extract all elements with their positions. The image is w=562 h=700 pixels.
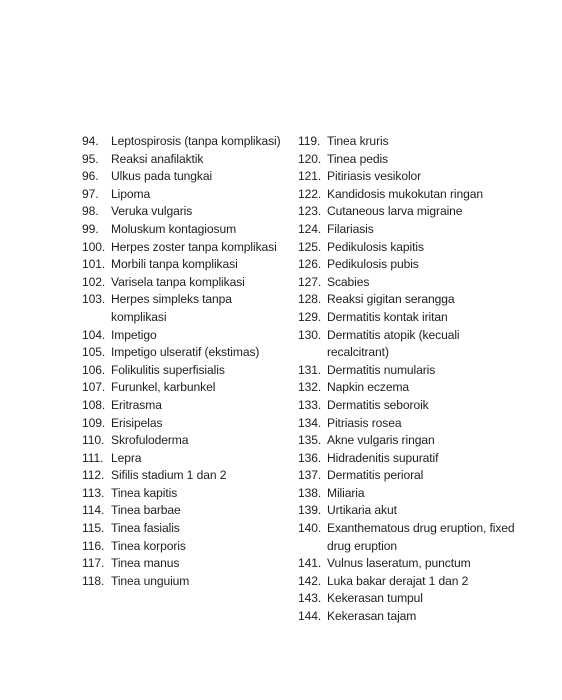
- list-item: [298, 221, 520, 239]
- item-text: Urtikaria akut: [327, 503, 397, 518]
- item-text: Exanthematous drug eruption, fixed drug eruption: [327, 521, 515, 553]
- item-text: Lepra: [111, 450, 142, 465]
- list-item: [298, 256, 520, 274]
- list-item: [82, 362, 287, 380]
- list-item: [82, 344, 287, 362]
- list-item: [82, 520, 287, 538]
- item-number: 126.: [298, 257, 322, 272]
- item-text: Tinea fasialis: [111, 521, 180, 536]
- item-number: 110.: [82, 433, 105, 448]
- item-text: Herpes simpleks tanpa komplikasi: [111, 292, 232, 324]
- item-number: 123.: [298, 204, 322, 219]
- list-item: [82, 203, 287, 221]
- item-text: Morbili tanpa komplikasi: [111, 257, 238, 272]
- item-number: 141.: [298, 556, 322, 571]
- list-item: [82, 291, 287, 326]
- item-text: Miliaria: [327, 485, 365, 500]
- item-text: Reaksi gigitan serangga: [327, 292, 455, 307]
- item-number: 106.: [82, 362, 106, 377]
- list-item: [298, 327, 520, 362]
- list-item: [298, 467, 520, 485]
- list-item: [82, 485, 287, 503]
- item-number: 100.: [82, 239, 106, 254]
- item-text: Cutaneous larva migraine: [327, 204, 463, 219]
- item-number: 133.: [298, 397, 322, 412]
- item-number: 113.: [82, 485, 105, 500]
- item-number: 122.: [298, 186, 322, 201]
- list-item: [298, 133, 520, 151]
- item-text: Lipoma: [111, 186, 151, 201]
- item-text: Napkin eczema: [327, 380, 410, 395]
- list-item: [82, 151, 287, 169]
- list-item: [82, 239, 287, 257]
- list-item: [82, 432, 287, 450]
- list-item: [82, 538, 287, 556]
- item-text: Ulkus pada tungkai: [111, 169, 213, 184]
- list-item: [298, 239, 520, 257]
- item-number: 102.: [82, 274, 106, 289]
- item-text: Vulnus laseratum, punctum: [327, 556, 471, 571]
- list-item: [298, 151, 520, 169]
- item-number: 143.: [298, 591, 322, 606]
- list-item: [82, 168, 287, 186]
- item-number: 127.: [298, 274, 322, 289]
- list-item: [82, 221, 287, 239]
- list-item: [82, 450, 287, 468]
- item-number: 118.: [82, 573, 105, 588]
- list-item: [82, 256, 287, 274]
- item-text: Luka bakar derajat 1 dan 2: [327, 573, 469, 588]
- item-number: 96.: [82, 169, 99, 184]
- item-text: Impetigo: [111, 327, 157, 342]
- list-column-left: [82, 133, 287, 590]
- list-item: [298, 186, 520, 204]
- list-item: [298, 432, 520, 450]
- list-item: [82, 186, 287, 204]
- item-number: 142.: [298, 573, 322, 588]
- item-text: Dermatitis seboroik: [327, 397, 429, 412]
- list-item: [298, 573, 520, 591]
- item-number: 117.: [82, 556, 105, 571]
- item-number: 98.: [82, 204, 99, 219]
- item-text: Dermatitis numularis: [327, 362, 436, 377]
- item-number: 119.: [298, 134, 321, 148]
- item-text: Leptospirosis (tanpa komplikasi): [111, 134, 281, 148]
- list-column-right: [298, 133, 520, 626]
- item-number: 128.: [298, 292, 322, 307]
- list-item: [298, 397, 520, 415]
- list-item: [82, 379, 287, 397]
- item-number: 130.: [298, 327, 322, 342]
- item-text: Tinea kapitis: [111, 485, 178, 500]
- list-item: [82, 502, 287, 520]
- item-number: 114.: [82, 503, 105, 518]
- item-number: 115.: [82, 521, 105, 536]
- item-number: 125.: [298, 239, 322, 254]
- list-item: [298, 608, 520, 626]
- item-text: Pedikulosis pubis: [327, 257, 419, 272]
- item-number: 121.: [298, 169, 322, 184]
- list-item: [298, 291, 520, 309]
- item-number: 112.: [82, 468, 105, 483]
- list-item: [298, 555, 520, 573]
- list-item: [82, 415, 287, 433]
- item-number: 134.: [298, 415, 322, 430]
- list-item: [298, 520, 520, 555]
- list-item: [82, 397, 287, 415]
- item-number: 109.: [82, 415, 106, 430]
- item-number: 97.: [82, 186, 99, 201]
- item-text: Furunkel, karbunkel: [111, 380, 216, 395]
- item-text: Reaksi anafilaktik: [111, 151, 204, 166]
- item-number: 135.: [298, 433, 322, 448]
- list-item: [82, 327, 287, 345]
- item-text: Tinea unguium: [111, 573, 190, 588]
- item-text: Kekerasan tumpul: [327, 591, 423, 606]
- item-text: Tinea kruris: [327, 134, 389, 148]
- item-text: Pitiriasis vesikolor: [327, 169, 422, 184]
- item-text: Dermatitis atopik (kecuali recalcitrant): [327, 327, 460, 360]
- list-item: [82, 555, 287, 573]
- list-item: [82, 467, 287, 485]
- item-text: Tinea manus: [111, 556, 180, 571]
- item-number: 136.: [298, 450, 322, 465]
- list-item: [298, 502, 520, 520]
- item-number: 140.: [298, 521, 322, 536]
- item-text: Akne vulgaris ringan: [327, 433, 435, 448]
- item-number: 108.: [82, 397, 106, 412]
- item-number: 132.: [298, 380, 322, 395]
- item-number: 131.: [298, 362, 322, 377]
- item-text: Erisipelas: [111, 415, 163, 430]
- item-text: Veruka vulgaris: [111, 204, 193, 219]
- item-number: 95.: [82, 151, 99, 166]
- list-item: [298, 309, 520, 327]
- item-text: Dermatitis perioral: [327, 468, 424, 483]
- item-text: Kandidosis mukokutan ringan: [327, 186, 483, 201]
- item-number: 104.: [82, 327, 106, 342]
- item-number: 138.: [298, 485, 322, 500]
- list-item: [298, 590, 520, 608]
- item-number: 99.: [82, 221, 99, 236]
- item-text: Eritrasma: [111, 397, 162, 412]
- item-text: Hidradenitis supuratif: [327, 450, 439, 465]
- item-number: 101.: [82, 257, 106, 272]
- item-number: 139.: [298, 503, 322, 518]
- list-item: [298, 450, 520, 468]
- item-text: Dermatitis kontak iritan: [327, 309, 448, 324]
- item-text: Filariasis: [327, 221, 374, 236]
- item-number: 137.: [298, 468, 322, 483]
- item-number: 116.: [82, 538, 105, 553]
- list-item: [298, 203, 520, 221]
- list-item: [298, 274, 520, 292]
- item-text: Pitriasis rosea: [327, 415, 402, 430]
- item-text: Tinea korporis: [111, 538, 186, 553]
- item-text: Herpes zoster tanpa komplikasi: [111, 239, 277, 254]
- list-item: [298, 168, 520, 186]
- list-item: [82, 573, 287, 591]
- item-number: 129.: [298, 309, 322, 324]
- list-item: [82, 274, 287, 292]
- item-number: 107.: [82, 380, 106, 395]
- item-text: Skrofuloderma: [111, 433, 189, 448]
- item-text: Sifilis stadium 1 dan 2: [111, 468, 227, 483]
- list-item: [298, 485, 520, 503]
- item-number: 124.: [298, 221, 322, 236]
- item-text: Impetigo ulseratif (ekstimas): [111, 345, 260, 360]
- list-item: [298, 379, 520, 397]
- item-text: Folikulitis superfisialis: [111, 362, 225, 377]
- list-item: [82, 133, 287, 151]
- item-text: Kekerasan tajam: [327, 609, 417, 624]
- item-text: Moluskum kontagiosum: [111, 221, 237, 236]
- item-number: 144.: [298, 609, 322, 624]
- item-number: 94.: [82, 134, 99, 148]
- item-number: 103.: [82, 292, 106, 307]
- item-text: Tinea barbae: [111, 503, 181, 518]
- item-number: 111.: [82, 450, 104, 465]
- item-number: 120.: [298, 151, 322, 166]
- item-number: 105.: [82, 345, 106, 360]
- item-text: Varisela tanpa komplikasi: [111, 274, 245, 289]
- item-text: Scabies: [327, 274, 370, 289]
- item-text: Pedikulosis kapitis: [327, 239, 424, 254]
- list-item: [298, 415, 520, 433]
- item-text: Tinea pedis: [327, 151, 388, 166]
- list-item: [298, 362, 520, 380]
